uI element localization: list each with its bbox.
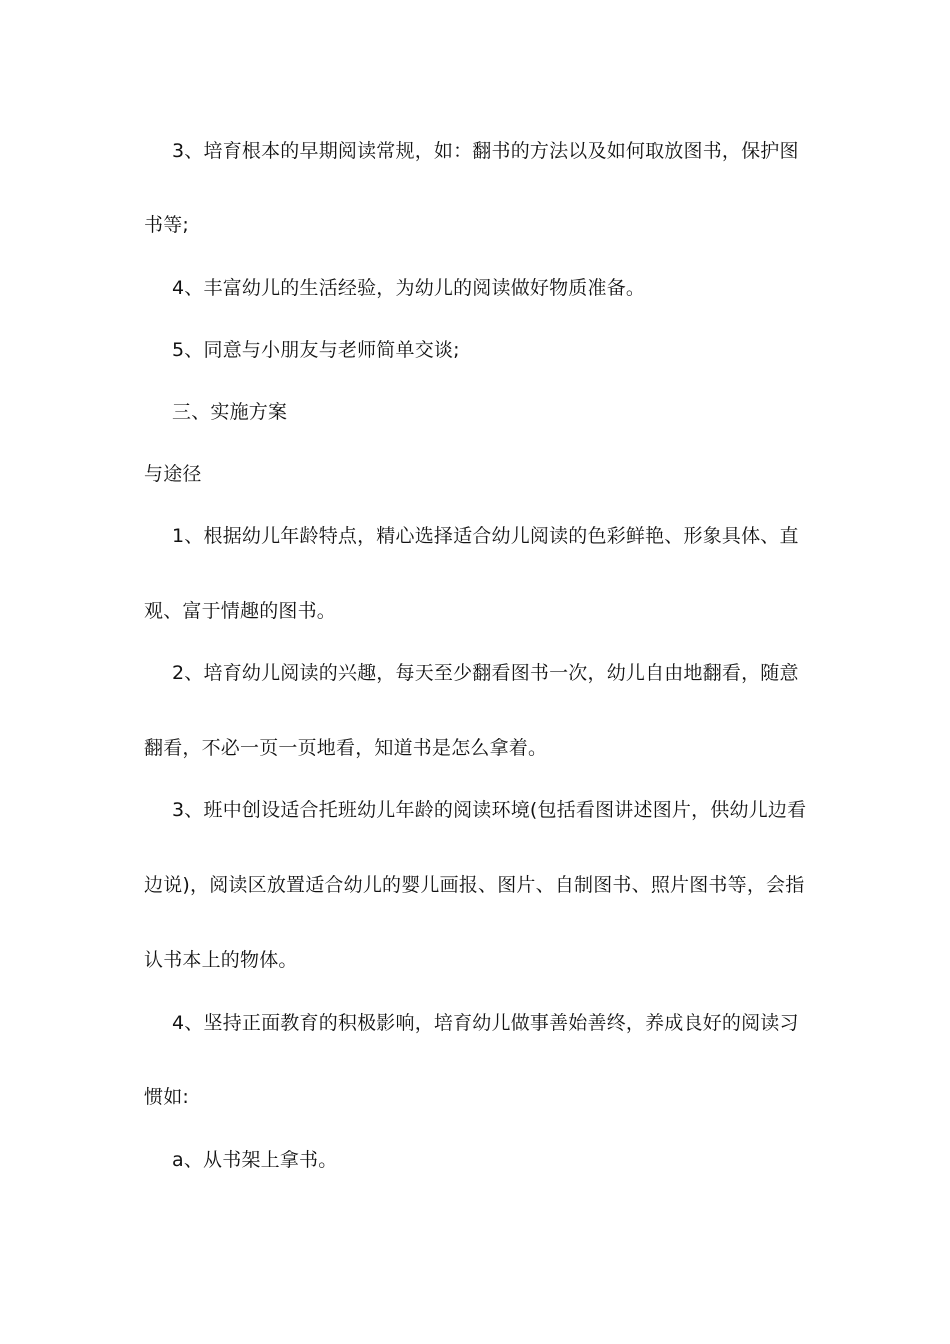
paragraph-line: 观、富于情趣的图书。 [144,600,337,622]
paragraph-line: 边说)，阅读区放置适合幼儿的婴儿画报、图片、自制图书、照片图书等，会指 [144,874,805,896]
paragraph-line: 翻看，不必一页一页地看，知道书是怎么拿着。 [144,737,548,759]
paragraph-line: 书等; [144,214,190,236]
paragraph-line: 1、根据幼儿年龄特点，精心选择适合幼儿阅读的色彩鲜艳、形象具体、直 [172,525,799,547]
paragraph-line: 认书本上的物体。 [144,949,298,971]
paragraph-line: 5、同意与小朋友与老师简单交谈; [172,339,460,361]
paragraph-line: 3、班中创设适合托班幼儿年龄的阅读环境(包括看图讲述图片，供幼儿边看 [172,799,807,821]
paragraph-line: 4、丰富幼儿的生活经验，为幼儿的阅读做好物质准备。 [172,277,646,299]
paragraph-line: 4、坚持正面教育的积极影响，培育幼儿做事善始善终，养成良好的阅读习 [172,1012,799,1034]
paragraph-line: 3、培育根本的早期阅读常规，如：翻书的方法以及如何取放图书，保护图 [172,140,799,162]
paragraph-line: 2、培育幼儿阅读的兴趣，每天至少翻看图书一次，幼儿自由地翻看，随意 [172,662,799,684]
section-heading-continuation: 与途径 [144,463,202,485]
paragraph-line: 惯如: [144,1086,190,1108]
section-heading: 三、实施方案 [172,401,288,423]
list-item: a、从书架上拿书。 [172,1149,338,1171]
